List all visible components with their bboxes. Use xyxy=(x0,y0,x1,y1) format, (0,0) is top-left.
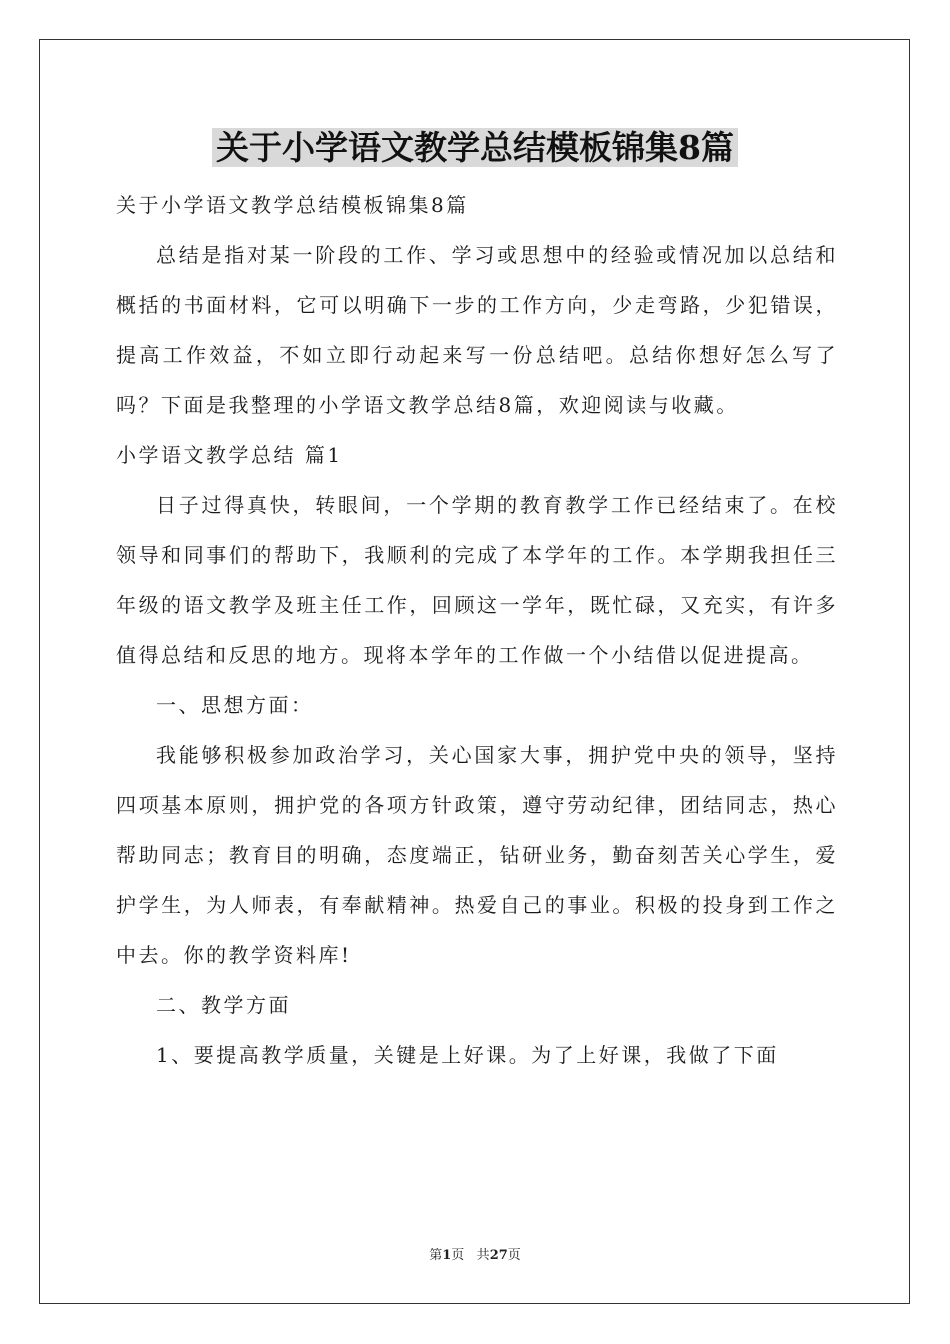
page-footer xyxy=(0,1246,950,1266)
body-paragraph: 日子过得真快，转眼间，一个学期的教育教学工作已经结束了。在校领导和同事们的帮助下，我顺利的完成了本学年的工作。本学期我担任三年级的语文教学及班主任工作，回顾这一学年，既忙碌，又充实，有许多值得总结和反思的地方。现将本学年的工作做一个小结借以促进提高。 xyxy=(116,493,838,667)
document-body xyxy=(116,180,838,1080)
subsection-heading: 一、思想方面： xyxy=(156,693,314,717)
body-paragraph: 1、要提高教学质量，关键是上好课。为了上好课，我做了下面 xyxy=(156,1043,779,1067)
footer-page-prefix: 第 xyxy=(429,1248,443,1263)
section-heading: 小学语文教学总结 篇1 xyxy=(116,443,343,467)
footer-total-prefix: 共 xyxy=(476,1248,490,1263)
subsection-heading: 二、教学方面 xyxy=(156,993,291,1017)
footer-total-suffix: 页 xyxy=(507,1248,521,1263)
document-title-text: 关于小学语文教学总结模板锦集8篇 xyxy=(212,128,738,167)
footer-page-number: 1 xyxy=(442,1248,452,1263)
footer-total-pages: 27 xyxy=(489,1248,508,1263)
footer-page-suffix: 页 xyxy=(451,1248,465,1263)
intro-paragraph: 总结是指对某一阶段的工作、学习或思想中的经验或情况加以总结和概括的书面材料，它可以明确下一步的工作方向，少走弯路，少犯错误，提高工作效益，不如立即行动起来写一份总结吧。总结你想好怎么写了吗？下面是我整理的小学语文教学总结8篇，欢迎阅读与收藏。 xyxy=(116,243,838,417)
body-paragraph: 我能够积极参加政治学习，关心国家大事，拥护党中央的领导，坚持四项基本原则，拥护党的各项方针政策，遵守劳动纪律，团结同志，热心帮助同志；教育目的明确，态度端正，钻研业务，勤奋刻苦关心学生，爱护学生，为人师表，有奉献精神。热爱自己的事业。积极的投身到工作之中去。你的教学资料库! xyxy=(116,743,838,967)
document-subtitle: 关于小学语文教学总结模板锦集8篇 xyxy=(116,193,469,217)
document-title xyxy=(0,124,950,172)
